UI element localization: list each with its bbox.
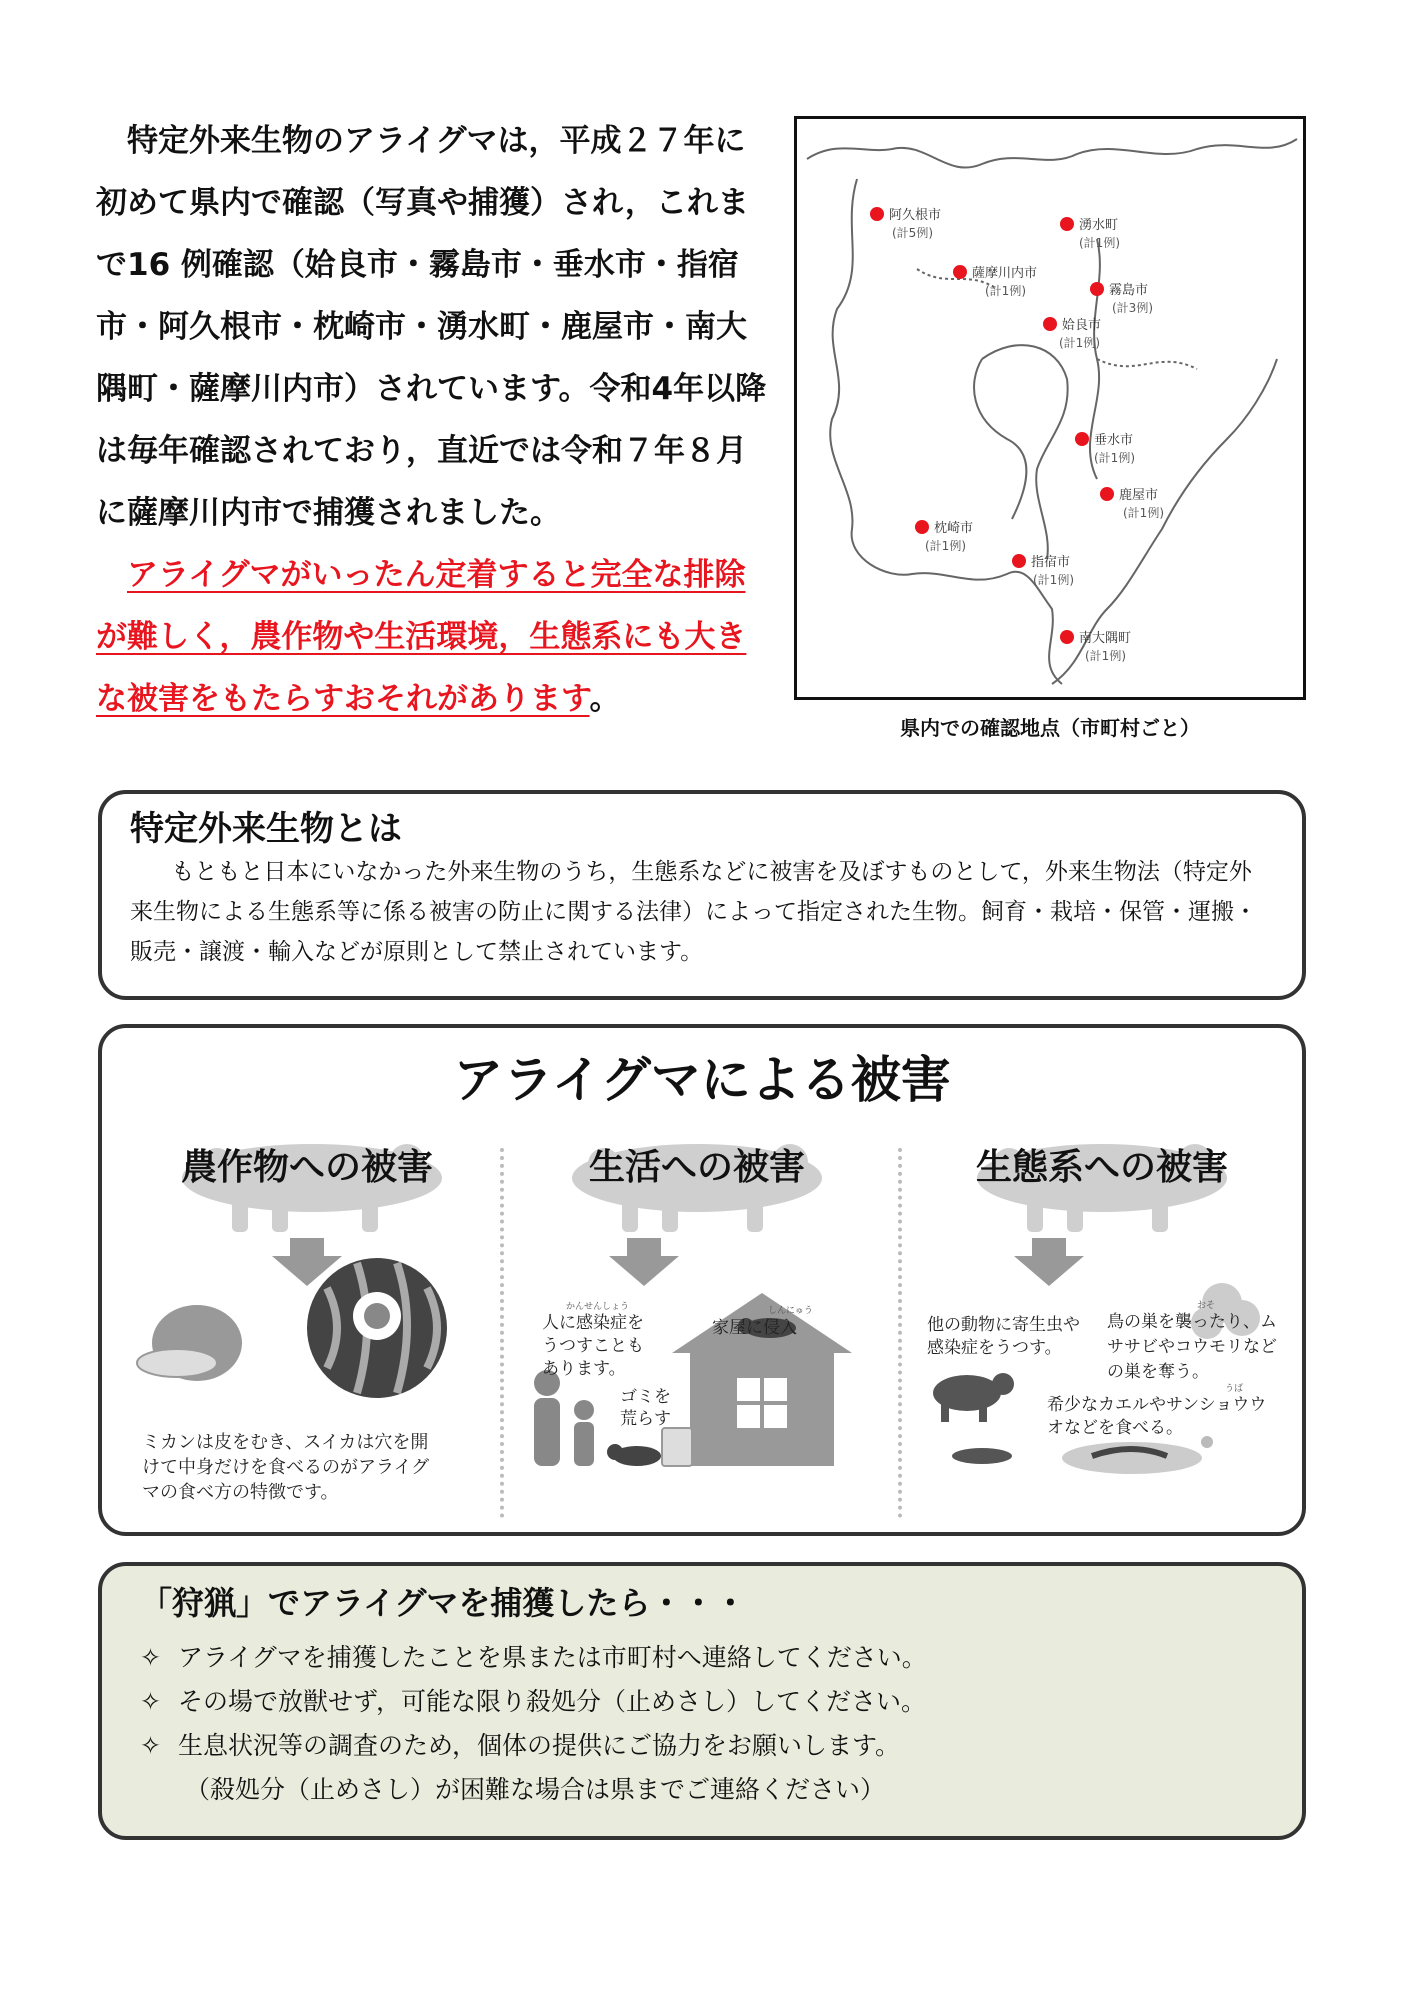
map-point — [1060, 630, 1131, 663]
infection-caption — [542, 1302, 652, 1381]
map-point-count: (計1例) — [1085, 649, 1126, 663]
infection-caption-text: 人に感染症をうつすこともあります。 — [542, 1313, 644, 1379]
hunting-note: （殺処分（止めさし）が困難な場合は県までご連絡ください） — [185, 1775, 886, 1804]
animal-silhouette-icon — [933, 1373, 1014, 1464]
list-item — [140, 1680, 1274, 1724]
life-damage-column — [512, 1138, 882, 1518]
trash-caption: ゴミを荒らす — [620, 1387, 671, 1429]
watermelon-icon — [307, 1258, 447, 1398]
nest-caption-text: 鳥の巣を襲ったり、ムササビやコウモリなどの巣を奪う。 — [1107, 1312, 1277, 1382]
column-divider — [898, 1148, 902, 1518]
intro-text-block — [96, 110, 776, 730]
hunting-box — [98, 1562, 1306, 1840]
trash-raccoon-icon — [607, 1428, 692, 1466]
intro-warning-red: アライグマがいったん定着すると完全な排除が難しく，農作物や生活環境，生態系にも大きな被害をもたらすおそれがあります — [96, 557, 747, 717]
map-point-count: (計3例) — [1112, 301, 1153, 315]
map-point-name: 薩摩川内市 — [972, 266, 1038, 281]
map-point-name: 霧島市 — [1109, 283, 1149, 298]
arrow-down-icon — [1014, 1238, 1084, 1286]
hunting-title: 「狩猟」でアライグマを捕獲したら・・・ — [140, 1584, 747, 1622]
map-point — [915, 520, 973, 553]
house-caption — [712, 1306, 832, 1341]
map-point-name: 阿久根市 — [889, 208, 942, 223]
crops-caption: ミカンは皮をむき、スイカは穴を開けて中身だけを食べるのがアライグマの食べ方の特徴です。 — [142, 1432, 430, 1503]
map-point — [1090, 282, 1153, 315]
map-point-name: 指宿市 — [1031, 555, 1071, 570]
nest-caption — [1107, 1302, 1277, 1393]
map-point — [1043, 317, 1101, 350]
people-icon — [534, 1370, 594, 1466]
nest-ruby-1: おそ — [1197, 1301, 1216, 1311]
map-point — [1075, 432, 1135, 465]
map-point-count: (計1例) — [1059, 336, 1100, 350]
list-item — [140, 1636, 1274, 1680]
life-damage-title: 生活への被害 — [588, 1147, 805, 1188]
list-item — [140, 1724, 1274, 1768]
map-point-count: (計5例) — [892, 226, 933, 240]
parasite-caption: 他の動物に寄生虫や感染症をうつす。 — [927, 1315, 1080, 1358]
map-coastline — [807, 139, 1297, 684]
list-item-text: アライグマを捕獲したことを県または市町村へ連絡してください。 — [178, 1643, 927, 1672]
damage-box — [98, 1024, 1306, 1536]
map-point-count: (計1例) — [925, 539, 966, 553]
intro-warning — [96, 544, 776, 730]
map-point-name: 鹿屋市 — [1119, 488, 1159, 503]
map-drawing — [797, 119, 1303, 697]
crops-damage-column — [122, 1138, 492, 1518]
map-point — [953, 265, 1037, 298]
map-point — [1012, 554, 1074, 587]
map-point-name: 南大隅町 — [1079, 631, 1132, 646]
house-ruby: しんにゅう — [768, 1306, 813, 1316]
damage-title: アライグマによる被害 — [453, 1051, 951, 1109]
intro-warning-end: 。 — [589, 681, 621, 717]
rare-species-caption: 希少なカエルやサンショウウオなどを食べる。 — [1047, 1395, 1267, 1438]
column-divider — [500, 1148, 504, 1518]
hunting-list — [140, 1636, 1274, 1812]
map-point-name: 姶良市 — [1062, 318, 1102, 333]
definition-box — [98, 790, 1306, 1000]
crops-damage-title: 農作物への被害 — [180, 1147, 433, 1188]
definition-body: もともと日本にいなかった外来生物のうち，生態系などに被害を及ぼすものとして，外来生物法（特定外来生物による生態系等に係る被害の防止に関する法律）によって指定された生物。飼育・栽培・保管・運搬・販売・譲渡・輸入などが原則として禁止されています。 — [130, 859, 1257, 965]
eco-damage-column — [917, 1138, 1287, 1518]
map-point-count: (計1例) — [1079, 236, 1120, 250]
definition-title: 特定外来生物とは — [130, 809, 402, 849]
map-point — [870, 207, 941, 240]
list-item-text: 生息状況等の調査のため，個体の提供にご協力をお願いします。 — [178, 1731, 901, 1760]
map-point-count: (計1例) — [1094, 451, 1135, 465]
eco-damage-title: 生態系への被害 — [975, 1147, 1228, 1188]
kagoshima-map — [794, 116, 1306, 700]
intro-paragraph: 特定外来生物のアライグマは，平成２７年に初めて県内で確認（写真や捕獲）され，これまで16 例確認（姶良市・霧島市・垂水市・指宿市・阿久根市・枕崎市・湧水町・鹿屋市・南大隅町・薩摩川内市）されています。令和4年以降は毎年確認されており，直近では令和７年８月に薩摩川内市で捕獲されました。 — [96, 123, 767, 531]
sparkle-bullet-icon: ✧ — [140, 1687, 161, 1716]
map-point — [1060, 217, 1120, 250]
map-point-count: (計1例) — [1123, 506, 1164, 520]
salamander-icon — [1062, 1436, 1213, 1474]
map-point-name: 湧水町 — [1079, 218, 1119, 233]
nest-ruby-2: うば — [1225, 1384, 1244, 1394]
map-point-name: 垂水市 — [1094, 433, 1134, 448]
map-caption: 県内での確認地点（市町村ごと） — [900, 716, 1200, 740]
house-caption-text: 家屋に侵入 — [712, 1318, 797, 1338]
arrow-down-icon — [609, 1238, 679, 1286]
mandarin-icon — [137, 1305, 242, 1381]
map-point-count: (計1例) — [1033, 573, 1074, 587]
map-point-count: (計1例) — [985, 284, 1026, 298]
infection-ruby: かんせんしょう — [566, 1302, 630, 1312]
list-item-text: その場で放獣せず，可能な限り殺処分（止めさし）してください。 — [178, 1687, 927, 1716]
map-point — [1100, 487, 1164, 520]
sparkle-bullet-icon: ✧ — [140, 1731, 161, 1760]
map-point-name: 枕崎市 — [934, 521, 974, 536]
sparkle-bullet-icon: ✧ — [140, 1643, 161, 1672]
